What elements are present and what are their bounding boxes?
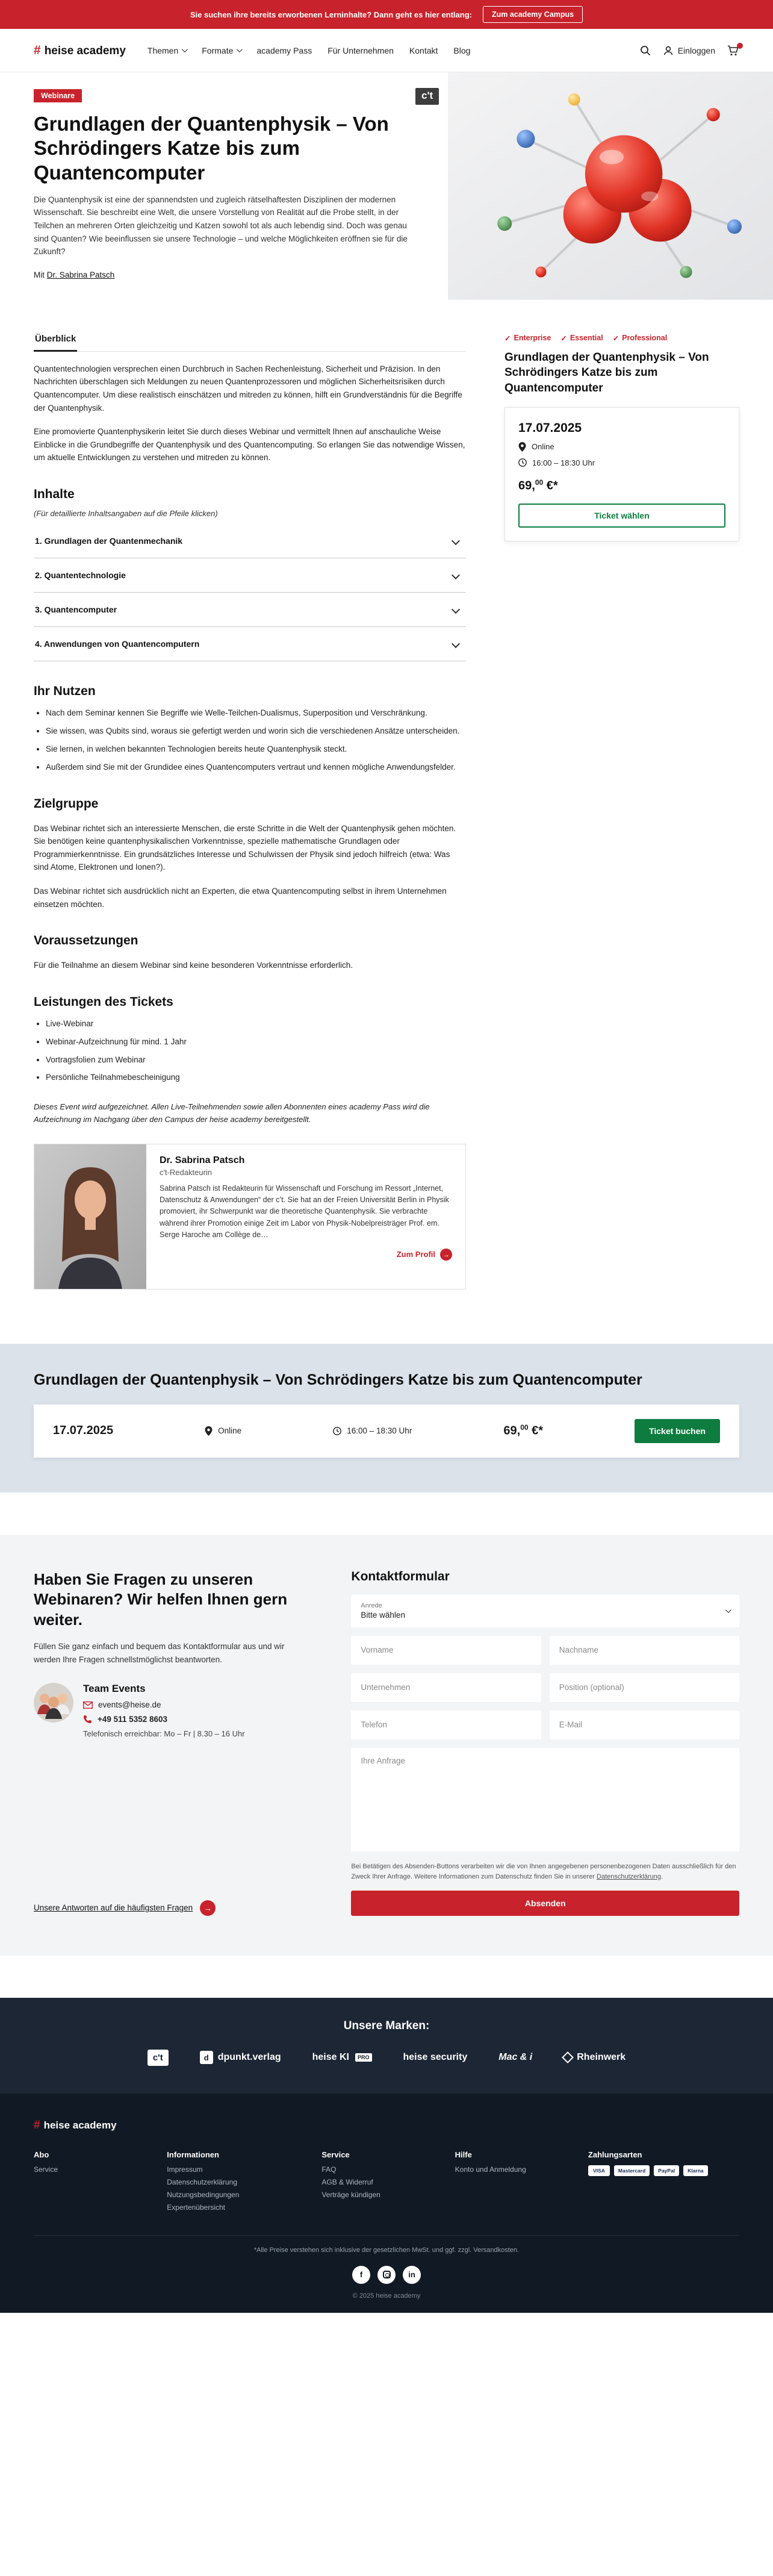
overview-paragraph-1: Quantentechnologien versprechen einen Durchbruch in Sachen Rechenleistung, Sicherheit und Präzision. In den Nachrichten überschlagen sich Meldungen zu neuen Quantenprozessoren und möglichen Sicherheitsrisiken durch Quantencomputer. Um diese realistisch einschätzen und mitreden zu können, hilft ein Grundverständnis für die Begriffe der Quantenphysik. [34,364,462,413]
clock-icon [333,1427,341,1435]
footer-link[interactable]: Konto und Anmeldung [455,2165,526,2174]
prerequisites-text: Für die Teilnahme an diesem Webinar sind keine besonderen Vorkenntnisse erforderlich. [34,961,353,970]
nav-item-themen[interactable]: Themen [147,46,186,55]
campus-button[interactable]: Zum academy Campus [483,6,583,23]
brands-heading: Unsere Marken: [343,2019,430,2032]
anrede-select[interactable] [351,1595,739,1627]
klarna-icon: Klarna [683,2165,707,2176]
speaker-photo [34,1144,146,1289]
footer [0,2094,773,2313]
ticket-features-list [46,1018,466,1085]
plan-professional: ✓ Professional [612,334,668,343]
nachname-field[interactable] [550,1636,739,1665]
event-price: 69,00 €* [518,478,558,493]
benefit-item: • Außerdem sind Sie mit der Grundidee eines Quantencomputers vertraut und kennen mögliche Anwendungsfelder. [46,761,466,774]
check-icon: ✓ [504,334,511,343]
footer-link[interactable]: Impressum [167,2165,203,2174]
unternehmen-field[interactable] [351,1673,541,1702]
audience-heading: Zielgruppe [34,796,99,811]
speaker-line: Mit Dr. Sabrina Patsch [34,270,115,279]
speaker-name: Dr. Sabrina Patsch [160,1155,245,1165]
atom-illustration [448,72,773,300]
footer-link[interactable]: FAQ [321,2165,337,2174]
sidebar-event-title: Grundlagen der Quantenphysik – Von Schrödingers Katze bis zum Quantencomputer [504,351,709,395]
nav-item-fuer-unternehmen[interactable]: Für Unternehmen [328,45,394,55]
brand-mac-i[interactable]: Mac & i [498,2052,533,2063]
arrow-right-icon: → [440,1249,452,1261]
faq-row [34,1871,309,1916]
tab-overview[interactable]: Überblick [34,334,77,352]
speaker-profile-link[interactable]: Zum Profil → [160,1249,452,1261]
footer-logo[interactable]: # heise academy [34,2118,117,2132]
category-badge: Webinare [34,89,82,102]
check-icon: ✓ [560,334,567,343]
brand-dpunkt[interactable]: d dpunkt.verlag [200,2051,281,2064]
brand-rheinwerk[interactable]: Rheinwerk [563,2052,626,2063]
nav-item-kontakt[interactable]: Kontakt [409,45,438,55]
hero-section [0,72,773,300]
benefit-item: • Nach dem Seminar kennen Sie Begriffe wie Welle-Teilchen-Dualismus, Superposition und Verschränkung. [46,707,466,720]
footer-col-hilfe: Hilfe Konto und Anmeldung [455,2150,574,2216]
email-field[interactable] [550,1711,739,1739]
contact-info [34,1570,309,1916]
page-title: Grundlagen der Quantenphysik – Von Schrödingers Katze bis zum Quantencomputer [34,113,389,184]
accordion-item-3[interactable]: 3. Quantencomputer [34,593,466,627]
team-details [83,1683,245,1738]
search-icon[interactable] [640,45,651,56]
hero-image [421,72,773,300]
accordion-item-2[interactable]: 2. Quantentechnologie [34,558,466,593]
booking-section [0,1344,773,1492]
dpunkt-icon: d [200,2051,213,2064]
brand-heise-ki[interactable]: heise KI PRO [312,2052,372,2063]
team-name: Team Events [83,1683,146,1695]
chevron-down-icon [452,605,460,614]
prerequisites-heading: Voraussetzungen [34,934,138,948]
footer-link[interactable]: Datenschutzerklärung [167,2177,237,2186]
booking-price: 69,00 €* [503,1423,544,1438]
chevron-down-icon [237,46,243,52]
event-location-row: Online [518,442,725,452]
event-date: 17.07.2025 [518,420,582,435]
telefon-field[interactable] [351,1711,541,1739]
chevron-down-icon [725,1607,731,1613]
brand-logos [0,2050,773,2066]
visa-icon: VISA [588,2165,610,2176]
booking-sidebar [504,334,739,1290]
main-nav [0,29,773,72]
heise-academy-logo[interactable] [34,43,126,58]
nav-item-academy-pass[interactable]: academy Pass [256,45,312,55]
offer-card [504,407,739,542]
privacy-note: Bei Betätigen des Absenden-Buttons verarbeiten wir die von Ihnen angegebenen personenbezogenen Daten ausschließlich für den Zweck Ihrer Anfrage. Weitere Informationen zum Datenschutz finden Sie in unserer Datenschutzerklärung. [351,1862,736,1880]
clock-icon [518,458,527,467]
overview-paragraph-2: Eine promovierte Quantenphysikerin leitet Sie durch dieses Webinar und vermittelt Ihnen auf anschauliche Weise Einblicke in die Grundbegriffe der Quantenphysik und des Quantencomputing. So erlangen Sie das notwendige Wissen, um aktuelle Entwicklungen zu verstehen und mitreden zu können. [34,427,465,463]
booking-card [34,1405,739,1458]
check-icon: ✓ [612,334,619,343]
arrow-right-icon[interactable]: → [200,1900,216,1916]
instagram-icon[interactable] [377,2266,396,2284]
contact-section [0,1535,773,1956]
brand-ct[interactable]: c't [147,2050,169,2066]
brand-heise-security[interactable]: heise security [403,2052,468,2063]
email-row[interactable]: events@heise.de [83,1700,245,1709]
mail-icon [83,1701,93,1709]
booking-location: Online [205,1426,241,1436]
brand-name: heise academy [44,44,126,57]
tax-note: *Alle Preise verstehen sich inklusive der gesetzlichen MwSt. und ggf. zzgl. Versandkosten. [253,2246,520,2254]
ticket-features-heading: Leistungen des Tickets [34,994,173,1009]
promo-banner [0,0,773,29]
speaker-info [146,1144,465,1289]
contact-text: Füllen Sie ganz einfach und bequem das Kontaktformular aus und wir werden Ihre Fragen schnellstmöglichst beantworten. [34,1642,285,1664]
faq-link[interactable]: Unsere Antworten auf die häufigsten Fragen [34,1903,193,1913]
linkedin-icon[interactable]: in [403,2266,421,2284]
booking-time: 16:00 – 18:30 Uhr [333,1426,412,1435]
footer-col-informationen: Informationen Impressum Datenschutzerklärung Nutzungsbedingungen Expertenübersicht [167,2150,307,2216]
booking-date: 17.07.2025 [53,1424,114,1438]
social-icons [34,2266,739,2284]
pro-badge: PRO [355,2053,372,2062]
benefit-item: • Sie lernen, in welchen bekannten Technologien bereits heute Quantenphysik steckt. [46,743,466,756]
speaker-role: c't-Redakteurin [160,1167,213,1177]
ticket-buchen-button[interactable]: Ticket buchen [635,1419,720,1443]
anfrage-field[interactable] [351,1748,739,1851]
contents-accordion [34,524,466,661]
user-icon [663,45,674,56]
payment-icons [588,2165,739,2176]
cart-button[interactable] [727,45,739,56]
cart-badge [737,43,743,49]
footer-link[interactable]: Nutzungsbedingungen [167,2190,240,2199]
footer-link[interactable]: Verträge kündigen [321,2190,380,2199]
ct-publisher-logo: c't [415,88,439,105]
footer-link[interactable]: AGB & Widerruf [321,2177,373,2186]
plan-enterprise: ✓ Enterprise [504,334,551,343]
anrede-label: Anrede [361,1602,382,1610]
main-content [34,334,466,1290]
hero-text [0,72,448,300]
benefits-list [46,707,466,774]
footer-link[interactable]: Expertenübersicht [167,2203,225,2212]
mastercard-icon: Mastercard [614,2165,650,2176]
team-avatar [34,1683,73,1723]
vorname-field[interactable] [351,1636,541,1665]
promo-banner-text: Sie suchen ihre bereits erworbenen Lerninhalte? Dann geht es hier entlang: [190,10,472,19]
privacy-link[interactable]: Datenschutzerklärung [597,1873,662,1880]
team-block [34,1683,309,1738]
form-heading: Kontaktformular [351,1569,450,1583]
footer-col-abo: Abo Service [34,2150,152,2216]
location-pin-icon [205,1426,213,1436]
footer-link[interactable]: Service [34,2165,58,2174]
benefit-item: • Sie wissen, was Qubits sind, woraus sie gefertigt werden und worin sich die verschiedenen Ansätze unterscheiden. [46,725,466,738]
audience-paragraph-1: Das Webinar richtet sich an interessierte Menschen, die erste Schritte in die Welt der Quantenphysik gehen möchten. Sie benötigen keine quantenphysikalischen Vorkenntnisse, spezielle mathematische Grundlagen oder Programmierkenntnisse. Ein grundsätzliches Interesse und Schulwissen der Physik sind jedoch hilfreich (etwa: Was sind Atome, Elektronen und Ionen?). [34,823,456,872]
nav-item-formate[interactable]: Formate [202,46,241,55]
chevron-down-icon [452,571,460,579]
rheinwerk-diamond-icon [562,2051,574,2063]
phone-row[interactable]: +49 511 5352 8603 [83,1715,245,1724]
accordion-item-1[interactable]: 1. Grundlagen der Quantenmechanik [34,524,466,558]
accordion-item-4[interactable]: 4. Anwendungen von Quantencomputern [34,627,466,661]
nav-items [147,46,618,55]
phone-icon [83,1715,92,1724]
footer-col-service: Service FAQ AGB & Widerruf Verträge kündigen [321,2150,440,2216]
position-field[interactable] [550,1673,739,1702]
login-button[interactable]: Einloggen [663,45,715,56]
speaker-name-link[interactable]: Dr. Sabrina Patsch [46,270,115,279]
footer-columns [34,2150,739,2216]
plan-badges [504,334,739,343]
event-time-row: 16:00 – 18:30 Uhr [518,458,725,467]
heise-hash-icon: # [34,43,41,57]
contact-form [351,1570,739,1916]
speaker-card [34,1144,466,1290]
ticket-waehlen-button[interactable]: Ticket wählen [518,504,725,528]
ticket-feature-item: • Live-Webinar [46,1018,466,1031]
nav-item-blog[interactable]: Blog [453,45,471,55]
nav-right [640,45,739,56]
chevron-down-icon [452,640,460,648]
speaker-bio: Sabrina Patsch ist Redakteurin für Wissenschaft und Forschung im Ressort „Internet, Datenschutz & Anwendungen“ der c’t. Sie hat an der Freien Universität Berlin in Physik promoviert, ihr Schwerpunkt war die theoretische Quantenphysik. Sie verbrachte während ihrer Promotion einige Zeit im Labor von Physik-Nobelpreisträger Prof. em. Serge Haroche am Collège de… [160,1184,449,1240]
tab-bar [34,334,466,352]
heise-hash-icon: # [34,2118,40,2132]
paypal-icon: PayPal [654,2165,679,2176]
phone-hours: Telefonisch erreichbar: Mo – Fr | 8.30 – 16 Uhr [83,1729,245,1739]
ticket-feature-item: • Persönliche Teilnahmebescheinigung [46,1071,466,1084]
form-fields [351,1636,739,1739]
hero-description: Die Quantenphysik ist eine der spannendsten und zugleich rätselhaftesten Disziplinen der modernen Wissenschaft. Sie beschreibt eine Welt, die unsere Vorstellung von Realität auf die Probe stellt, in der Teilchen an mehreren Orten gleichzeitig und Katzen sowohl tot als auch lebendig sind. Doch was genau sind Quanten? Wie beeinflussen sie unsere Technologie – und welche Möglichkeiten eröffnen sie für die Zukunft? [34,195,408,257]
location-pin-icon [518,442,526,452]
ticket-feature-item: • Vortragsfolien zum Webinar [46,1054,466,1067]
recording-note: Dieses Event wird aufgezeichnet. Allen Live-Teilnehmenden sowie allen Abonnenten eines academy Pass wird die Aufzeichnung im Nachgang über den Campus der heise academy bereitgestellt. [34,1102,430,1124]
plan-essential: ✓ Essential [560,334,603,343]
contact-heading: Haben Sie Fragen zu unseren Webinaren? Wir helfen Ihnen gern weiter. [34,1570,288,1629]
footer-divider [34,2235,739,2236]
ticket-feature-item: • Webinar-Aufzeichnung für mind. 1 Jahr [46,1036,466,1049]
anrede-value: Bitte wählen [361,1611,405,1620]
booking-title: Grundlagen der Quantenphysik – Von Schrödingers Katze bis zum Quantencomputer [34,1371,642,1388]
benefits-heading: Ihr Nutzen [34,684,96,698]
chevron-down-icon [452,537,460,545]
contents-hint: (Für detaillierte Inhaltsangaben auf die Pfeile klicken) [34,508,218,518]
footer-col-zahlungsarten: Zahlungsarten VISA Mastercard PayPal Klarna [588,2150,739,2216]
contents-heading: Inhalte [34,487,75,501]
facebook-icon[interactable]: f [352,2266,370,2284]
audience-paragraph-2: Das Webinar richtet sich ausdrücklich nicht an Experten, die etwa Quantencomputing selbst in ihrem Unternehmen einsetzen möchten. [34,886,447,909]
brands-section [0,1998,773,2094]
copyright: © 2025 heise academy [352,2292,421,2300]
chevron-down-icon [182,46,188,52]
absenden-button[interactable]: Absenden [351,1891,739,1916]
